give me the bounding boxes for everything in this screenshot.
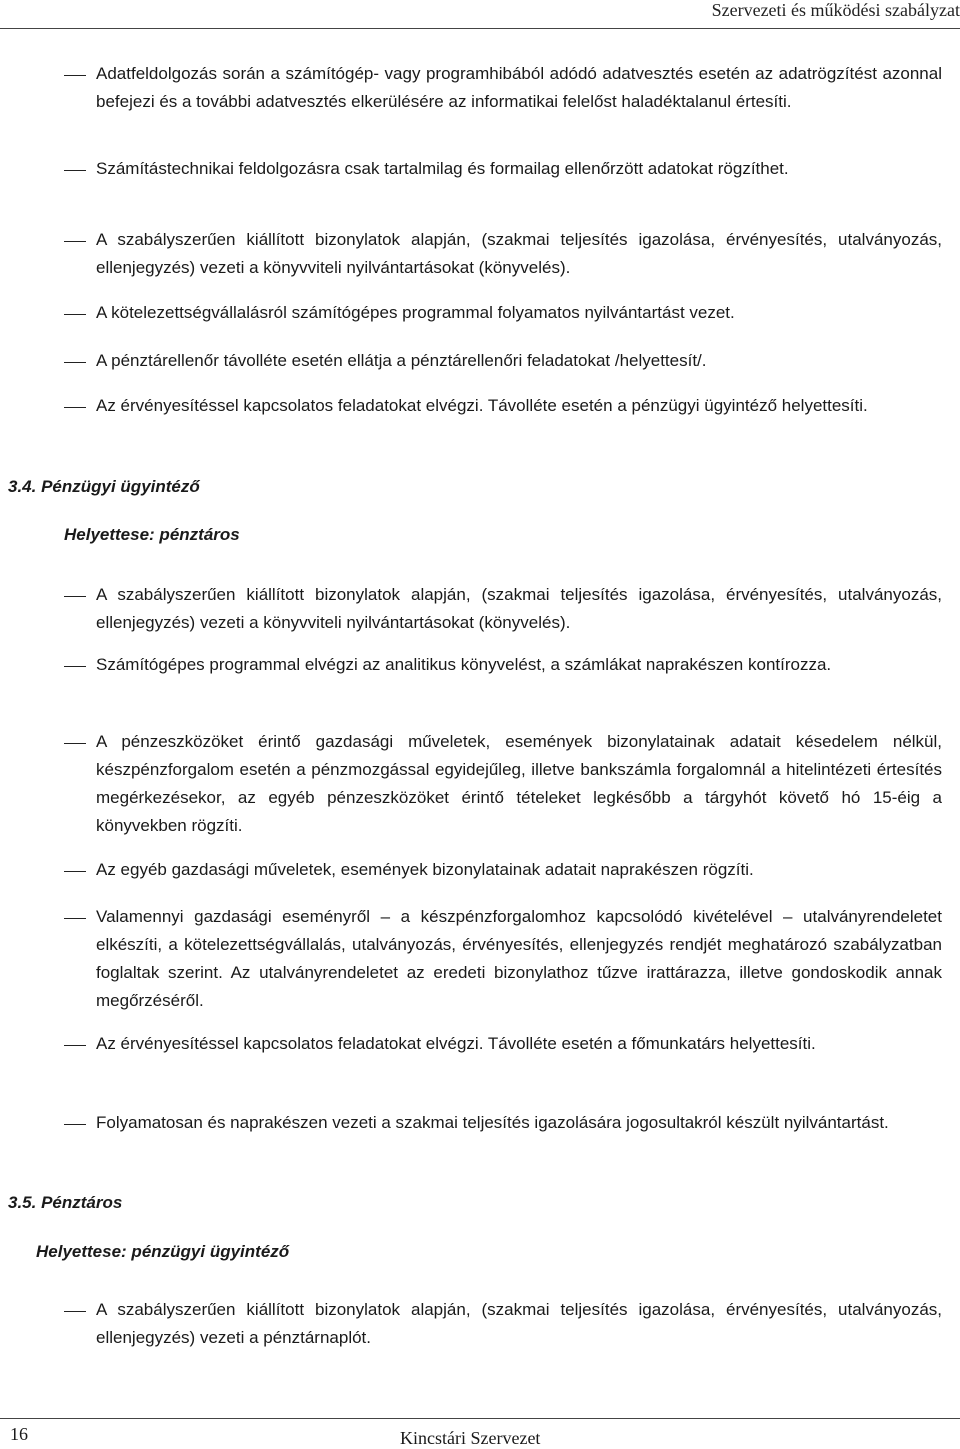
list-item: A szabályszerűen kiállított bizonylatok alapján, (szakmai teljesítés igazolása, érvényesítés, utalványozás, ellenjegyzés) vezeti a könyvviteli nyilvántartásokat (könyvelés).	[96, 230, 942, 277]
header-rule	[0, 28, 960, 29]
footer-rule	[0, 1418, 960, 1419]
list-item: Az egyéb gazdasági műveletek, események bizonylatainak adatait naprakészen rögzíti.	[96, 860, 754, 879]
list-item: Az érvényesítéssel kapcsolatos feladatokat elvégzi. Távolléte esetén a főmunkatárs helyettesíti.	[96, 1034, 816, 1053]
list-dash	[64, 407, 86, 408]
list-dash	[64, 666, 86, 667]
list-item: A pénzeszközöket érintő gazdasági műveletek, események bizonylatainak adatait késedelem nélkül, készpénzforgalom esetén a pénzmozgással egyidejűleg, illetve bankszámla forgalomnál a hitelintézeti értesítés megérkezésekor, az egyéb pénzeszközöket érintő tételeket legkésőbb a tárgyhót követő hó 15-éig a könyvekben rögzíti.	[96, 732, 942, 835]
list-item: Az érvényesítéssel kapcsolatos feladatokat elvégzi. Távolléte esetén a pénzügyi ügyintéző helyettesíti.	[96, 396, 868, 415]
footer-title: Kincstári Szervezet	[400, 1428, 541, 1448]
list-item: Számítástechnikai feldolgozásra csak tartalmilag és formailag ellenőrzött adatokat rögzíthet.	[96, 159, 789, 178]
list-item: Folyamatosan és naprakészen vezeti a szakmai teljesítés igazolására jogosultakról készült nyilvántartást.	[96, 1113, 889, 1132]
list-item: A szabályszerűen kiállított bizonylatok alapján, (szakmai teljesítés igazolása, érvényesítés, utalványozás, ellenjegyzés) vezeti a pénztárnaplót.	[96, 1300, 942, 1347]
list-dash	[64, 362, 86, 363]
list-item: Adatfeldolgozás során a számítógép- vagy programhibából adódó adatvesztés esetén az adatrögzítést azonnal befejezi és a további adatvesztés elkerülésére az informatikai felelőst haladéktalanul értesíti.	[96, 64, 942, 111]
page-number: 16	[10, 1424, 28, 1444]
list-dash	[64, 170, 86, 171]
list-dash	[64, 743, 86, 744]
deputy-line: Helyettese: pénzügyi ügyintéző	[36, 1242, 290, 1261]
deputy-line: Helyettese: pénztáros	[64, 525, 240, 544]
list-dash	[64, 314, 86, 315]
list-dash	[64, 1124, 86, 1125]
list-dash	[64, 1311, 86, 1312]
list-item: Valamennyi gazdasági eseményről – a készpénzforgalomhoz kapcsolódó kivételével – utalványrendeletet elkészíti, a kötelezettségvállalás, utalványozás, érvényesítés, ellenjegyzés rendjét meghatározó szabályzatban foglaltak szerint. Az utalványrendeletet az eredeti bizonylathoz tűzve irattárazza, illetve gondoskodik annak megőrzéséről.	[96, 907, 942, 1010]
list-dash	[64, 918, 86, 919]
page-header	[0, 0, 960, 24]
list-dash	[64, 241, 86, 242]
list-dash	[64, 596, 86, 597]
list-item: A szabályszerűen kiállított bizonylatok alapján, (szakmai teljesítés igazolása, érvényesítés, utalványozás, ellenjegyzés) vezeti a könyvviteli nyilvántartásokat (könyvelés).	[96, 585, 942, 632]
list-dash	[64, 871, 86, 872]
list-item: Számítógépes programmal elvégzi az analitikus könyvelést, a számlákat naprakészen kontírozza.	[96, 655, 832, 674]
list-item: A kötelezettségvállalásról számítógépes programmal folyamatos nyilvántartást vezet.	[96, 303, 735, 322]
section-heading: 3.4. Pénzügyi ügyintéző	[8, 477, 200, 496]
header-title: Szervezeti és működési szabályzat	[711, 0, 960, 20]
list-item: A pénztárellenőr távolléte esetén ellátja a pénztárellenőri feladatokat /helyettesít/.	[96, 351, 707, 370]
section-heading: 3.5. Pénztáros	[8, 1193, 123, 1212]
list-dash	[64, 1045, 86, 1046]
list-dash	[64, 75, 86, 76]
